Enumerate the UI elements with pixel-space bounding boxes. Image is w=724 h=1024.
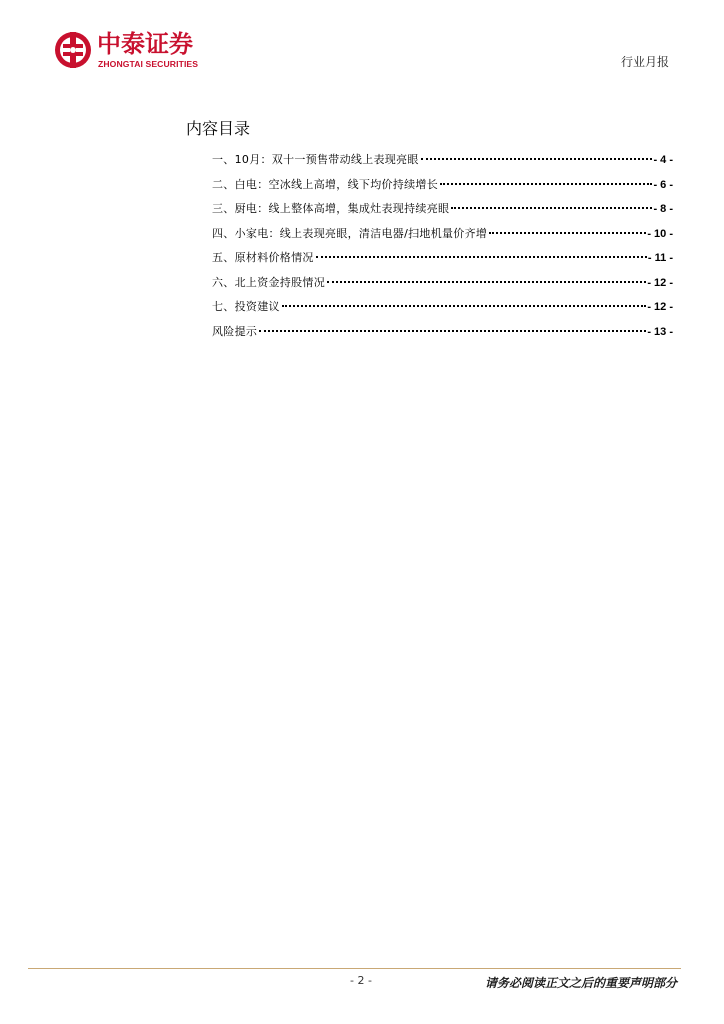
toc-item-1[interactable] (212, 150, 673, 175)
toc-title: 内容目录 (186, 119, 251, 138)
toc-leader-dots (282, 305, 647, 307)
toc-item-page: - 10 - (647, 227, 673, 240)
toc-item-label: 六、北上资金持股情况 (212, 275, 325, 289)
toc-leader-dots (440, 183, 652, 185)
toc-item-page: - 8 - (653, 203, 673, 215)
toc-item-page: - 6 - (653, 178, 673, 191)
toc-item-6[interactable] (212, 273, 673, 298)
company-logo (53, 29, 223, 73)
toc-leader-dots (421, 158, 653, 160)
toc-item-2[interactable] (212, 175, 673, 200)
toc-item-label: 二、白电：空冰线上高增，线下均价持续增长 (212, 177, 438, 191)
zhongtai-logo-icon (53, 29, 93, 71)
footer-page-number: - 2 - (350, 974, 372, 987)
toc-item-page: - 13 - (647, 325, 673, 338)
toc-item-label: 七、投资建议 (212, 300, 280, 313)
toc-leader-dots (259, 330, 646, 332)
logo-chinese-name: 中泰证券 (97, 30, 193, 58)
table-of-contents (212, 150, 673, 346)
toc-item-label: 一、10月：双十一预售带动线上表现亮眼 (212, 153, 419, 166)
toc-item-page: - 11 - (647, 252, 673, 264)
logo-english-name: ZHONGTAI SECURITIES (98, 59, 199, 69)
footer-divider (28, 968, 681, 969)
toc-item-3[interactable] (212, 199, 673, 224)
toc-item-label: 三、厨电：线上整体高增，集成灶表现持续亮眼 (212, 202, 450, 215)
toc-leader-dots (451, 207, 652, 209)
toc-item-7[interactable] (212, 297, 673, 322)
report-type-label: 行业月报 (620, 55, 669, 69)
toc-leader-dots (489, 232, 646, 234)
toc-item-4[interactable] (212, 224, 673, 249)
toc-leader-dots (316, 256, 647, 258)
toc-item-page: - 4 - (653, 154, 673, 166)
toc-item-label: 风险提示 (212, 324, 258, 338)
toc-item-5[interactable] (212, 248, 673, 273)
footer-disclaimer-notice: 请务必阅读正文之后的重要声明部分 (484, 976, 677, 990)
toc-leader-dots (327, 281, 646, 283)
toc-item-label: 四、小家电：线上表现亮眼，清洁电器/扫地机量价齐增 (212, 226, 488, 240)
toc-item-page: - 12 - (647, 301, 673, 313)
toc-item-8[interactable] (212, 322, 673, 347)
toc-item-label: 五、原材料价格情况 (212, 251, 314, 264)
toc-item-page: - 12 - (647, 276, 673, 289)
